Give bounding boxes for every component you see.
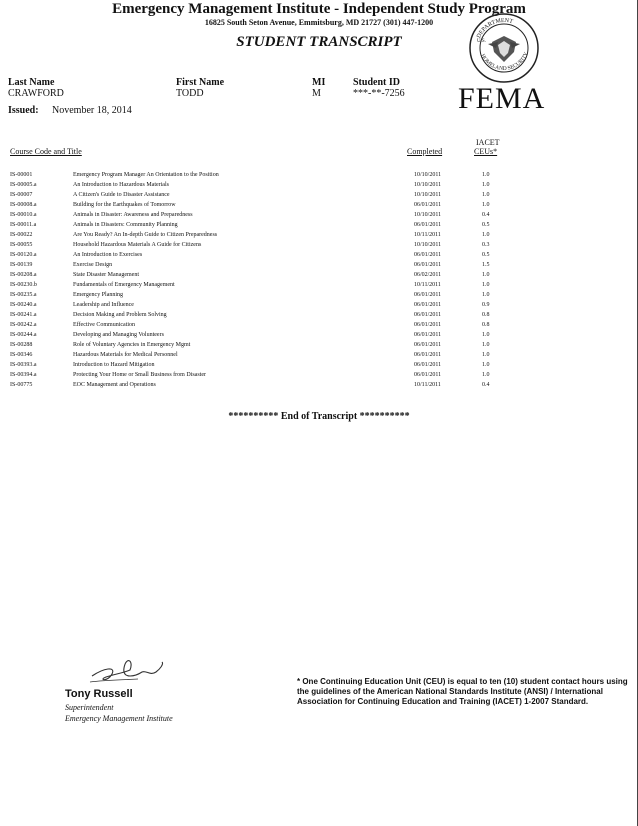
table-row [10,370,490,380]
completed-date: 06/01/2011 [414,362,442,368]
seal-text-bottom: HOMELAND SECURITY [479,51,530,73]
completed-date: 10/11/2011 [414,232,441,238]
iacet-column-header: IACET [476,138,500,147]
ceu-value: 0.5 [482,252,490,258]
course-title: Decision Making and Problem Solving [73,312,167,318]
course-title: Hazardous Materials for Medical Personnel [73,352,178,358]
completed-date: 10/10/2011 [414,182,442,188]
course-code: IS-00240.a [10,302,37,308]
completed-date: 06/01/2011 [414,332,442,338]
table-row [10,380,490,390]
completed-column-header: Completed [407,147,443,156]
ceu-value: 1.0 [482,372,490,378]
ceu-value: 0.9 [482,302,490,308]
ceu-value: 1.0 [482,192,490,198]
course-code: IS-00235.a [10,292,37,298]
completed-date: 10/10/2011 [414,192,442,198]
ceu-value: 1.0 [482,292,490,298]
course-title: Developing and Managing Volunteers [73,332,164,338]
table-row [10,240,490,250]
table-row [10,250,490,260]
table-row [10,260,490,270]
mi-value: M [312,88,321,99]
course-code: IS-00055 [10,242,33,248]
course-title: Emergency Program Manager An Orientation to the Position [73,172,219,178]
ceu-value: 1.0 [482,342,490,348]
signature-icon [86,650,186,690]
ceus-column-header: CEUs* [474,147,498,156]
course-title: Introduction to Hazard Mitigation [73,362,155,368]
ceu-value: 1.0 [482,362,490,368]
seal-prefix: U.S. [477,39,486,44]
issued-label: Issued: [8,105,39,116]
course-code: IS-00139 [10,262,33,268]
institute-address: 16825 South Seton Avenue, Emmitsburg, MD 21727 (301) 447-1200 [204,18,434,27]
ceu-value: 1.0 [482,332,490,338]
ceu-value: 0.5 [482,222,490,228]
completed-date: 06/01/2011 [414,352,442,358]
completed-date: 06/01/2011 [414,252,442,258]
course-title: A Citizen's Guide to Disaster Assistance [73,192,170,198]
table-row [10,190,490,200]
table-row [10,200,490,210]
completed-date: 06/01/2011 [414,322,442,328]
course-title: EOC Management and Operations [73,382,156,388]
course-title: Protecting Your Home or Small Business from Disaster [73,372,206,378]
course-title: Effective Communication [73,322,136,328]
completed-date: 06/01/2011 [414,292,442,298]
completed-date: 06/01/2011 [414,372,442,378]
course-title: Leadership and Influence [73,302,134,308]
course-title: Building for the Earthquakes of Tomorrow [73,202,176,208]
mi-label: MI [312,77,326,88]
course-code: IS-00241.a [10,312,37,318]
course-title: State Disaster Management [73,272,139,278]
completed-date: 10/10/2011 [414,212,442,218]
course-title: Animals in Disasters: Community Planning [73,222,178,228]
signatory-title: Superintendent [65,703,114,712]
course-code: IS-00007 [10,192,33,198]
course-title: An Introduction to Exercises [73,252,143,258]
table-row [10,170,490,180]
completed-date: 10/10/2011 [414,242,442,248]
ceu-value: 1.0 [482,272,490,278]
course-list [10,170,490,390]
course-code: IS-00230.b [10,282,37,288]
table-row [10,230,490,240]
first-name-value: TODD [176,88,204,99]
last-name-value: CRAWFORD [8,88,64,99]
completed-date: 10/11/2011 [414,382,441,388]
dhs-seal-icon [468,12,540,84]
table-row [10,310,490,320]
ceu-value: 0.4 [482,382,490,388]
course-code: IS-00288 [10,342,33,348]
svg-text:DEPARTMENT [476,18,514,39]
ceu-value: 0.8 [482,312,490,318]
student-id-value: ***-**-7256 [353,88,405,99]
course-code: IS-00244.a [10,332,37,338]
institute-title: Emergency Management Institute - Independent Study Program [112,1,526,17]
course-code: IS-00208.a [10,272,37,278]
signatory-organization: Emergency Management Institute [65,714,173,723]
course-code: IS-00242.a [10,322,37,328]
completed-date: 06/01/2011 [414,202,442,208]
ceu-value: 0.3 [482,242,490,248]
completed-date: 06/01/2011 [414,262,442,268]
course-title: Are You Ready? An In-depth Guide to Citizen Preparedness [73,232,218,238]
student-id-label: Student ID [353,77,400,88]
ceu-value: 0.8 [482,322,490,328]
seal-text-top: DEPARTMENT [476,17,514,40]
completed-date: 10/11/2011 [414,282,441,288]
ceu-value: 1.0 [482,202,490,208]
ceu-value: 1.0 [482,232,490,238]
document-title: STUDENT TRANSCRIPT [236,34,402,50]
end-of-transcript: ********** End of Transcript ********** [228,411,410,422]
table-row [10,210,490,220]
issued-date: November 18, 2014 [52,105,132,116]
course-code: IS-00775 [10,382,33,388]
course-code: IS-00011.a [10,222,37,228]
ceu-value: 1.0 [482,182,490,188]
course-title: Household Hazardous Materials A Guide for Citizens [73,242,202,248]
course-code: IS-00010.a [10,212,37,218]
table-row [10,330,490,340]
completed-date: 06/01/2011 [414,302,442,308]
completed-date: 06/01/2011 [414,312,442,318]
course-code: IS-00346 [10,352,33,358]
course-title: Fundamentals of Emergency Management [73,282,175,288]
table-row [10,180,490,190]
completed-date: 06/01/2011 [414,342,442,348]
table-row [10,270,490,280]
ceu-value: 1.5 [482,262,490,268]
first-name-label: First Name [176,77,225,88]
signatory-name: Tony Russell [65,688,133,700]
course-code: IS-00008.a [10,202,37,208]
table-row [10,220,490,230]
last-name-label: Last Name [8,77,55,88]
course-code: IS-00393.a [10,362,37,368]
course-column-header: Course Code and Title [10,147,82,156]
course-code: IS-00120.a [10,252,37,258]
ceu-value: 1.0 [482,352,490,358]
course-code: IS-00022 [10,232,33,238]
table-row [10,350,490,360]
table-row [10,360,490,370]
completed-date: 10/10/2011 [414,172,442,178]
ceu-value: 1.0 [482,282,490,288]
ceu-value: 0.4 [482,212,490,218]
course-title: Role of Voluntary Agencies in Emergency Mgmt [73,342,191,348]
ceu-value: 1.0 [482,172,490,178]
course-title: Animals in Disaster: Awareness and Preparedness [73,212,193,218]
course-code: IS-00394.a [10,372,37,378]
course-code: IS-00001 [10,172,33,178]
ceu-footnote: * One Continuing Education Unit (CEU) is equal to ten (10) student contact hours using the guidelines of the American National Standards Institute (ANSI) / International Association for Continuing Education and Training (IACET) 1-2007 Standard. [297,677,628,706]
table-row [10,320,490,330]
completed-date: 06/01/2011 [414,222,442,228]
table-row [10,300,490,310]
course-code: IS-00005.a [10,182,37,188]
course-title: Emergency Planning [73,292,124,298]
completed-date: 06/02/2011 [414,272,442,278]
fema-logo: FEMA [458,82,546,115]
course-title: An Introduction to Hazardous Materials [73,182,169,188]
course-title: Exercise Design [73,262,113,268]
table-row [10,280,490,290]
table-row [10,290,490,300]
table-row [10,340,490,350]
